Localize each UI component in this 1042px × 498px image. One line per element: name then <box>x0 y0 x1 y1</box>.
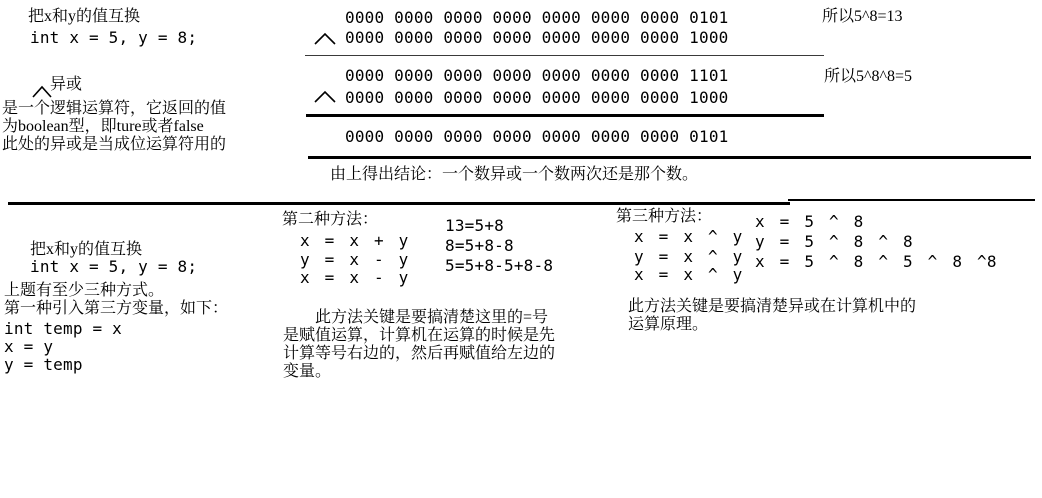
method1-code-line: x = y <box>4 337 54 356</box>
xor-caret-icon <box>314 32 336 45</box>
method2-code-line: y = x - y <box>300 250 409 269</box>
method2-note-line: 此方法关键是要搞清楚这里的=号 <box>315 309 549 326</box>
init-code-line-2: int x = 5, y = 8; <box>30 257 198 276</box>
xor-term-label: 异或 <box>50 76 83 93</box>
method2-note-line: 计算等号右边的，然后再赋值给左边的 <box>283 345 556 362</box>
method2-note-line: 是赋值运算，计算机在运算的时候是先 <box>283 327 556 344</box>
xor-desc-line3: 此处的异或是当成位运算符用的 <box>2 136 227 153</box>
result-5xor8xor8-label: 所以5^8^8=5 <box>824 68 913 85</box>
swap-task-label: 把x和y的值互换 <box>28 8 141 25</box>
method2-value-line: 8=5+8-8 <box>445 236 514 255</box>
method2-value-line: 13=5+8 <box>445 216 504 235</box>
xor-caret-icon <box>32 85 52 98</box>
binary-rule-1 <box>305 55 824 56</box>
section-divider-left <box>8 202 790 205</box>
binary-row-5: 0000 0000 0000 0000 0000 0000 0000 0101 <box>345 8 729 27</box>
method3-note-line: 运算原理。 <box>628 316 709 333</box>
method3-code-line: x = x ^ y <box>634 265 743 284</box>
method2-value-line: 5=5+8-5+8-8 <box>445 256 554 275</box>
method3-value-line: y = 5 ^ 8 ^ 8 <box>755 232 913 251</box>
binary-row-result5: 0000 0000 0000 0000 0000 0000 0000 0101 <box>345 127 729 146</box>
method3-note-line: 此方法关键是要搞清楚异或在计算机中的 <box>628 298 917 315</box>
method2-title: 第二种方法： <box>282 211 379 228</box>
result-5xor8-label: 所以5^8=13 <box>822 8 903 25</box>
conclusion-text: 由上得出结论：一个数异或一个数两次还是那个数。 <box>330 166 699 183</box>
three-ways-note: 上题有至少三种方式。 <box>4 282 165 299</box>
method2-note-line: 变量。 <box>283 363 332 380</box>
init-code-line: int x = 5, y = 8; <box>30 28 198 47</box>
binary-rule-3 <box>308 156 1031 159</box>
method3-code-line: y = x ^ y <box>634 247 743 266</box>
method3-code-line: x = x ^ y <box>634 227 743 246</box>
binary-row-8b: 0000 0000 0000 0000 0000 0000 0000 1000 <box>345 88 729 107</box>
binary-rule-2 <box>306 114 824 117</box>
method3-title: 第三种方法： <box>616 208 713 225</box>
method2-code-line: x = x - y <box>300 268 409 287</box>
binary-row-13: 0000 0000 0000 0000 0000 0000 0000 1101 <box>345 66 729 85</box>
xor-desc-line1: 是一个逻辑运算符，它返回的值 <box>2 100 227 117</box>
swap-task-label-2: 把x和y的值互换 <box>30 241 143 258</box>
method1-code-line: int temp = x <box>4 319 122 338</box>
method3-value-line: x = 5 ^ 8 ^ 5 ^ 8 ^8 <box>755 252 997 271</box>
method1-intro: 第一种引入第三方变量，如下： <box>4 300 229 317</box>
section-divider-right <box>788 199 1035 201</box>
binary-row-8: 0000 0000 0000 0000 0000 0000 0000 1000 <box>345 28 729 47</box>
method1-code-line: y = temp <box>4 355 83 374</box>
xor-desc-line2: 为boolean型，即ture或者false <box>2 118 204 135</box>
method2-code-line: x = x + y <box>300 231 409 250</box>
xor-caret-icon <box>314 90 336 103</box>
method3-value-line: x = 5 ^ 8 <box>755 212 864 231</box>
